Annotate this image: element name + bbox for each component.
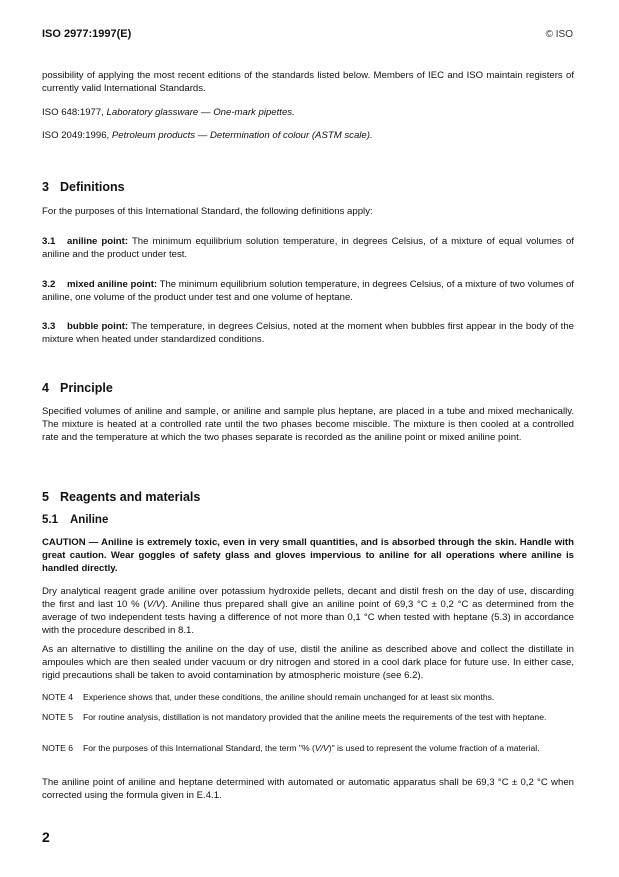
definition-text: The temperature, in degrees Celsius, noted at the moment when bubbles first appear in the body of the mixture when heated under standardized conditions.: [42, 321, 575, 345]
definition-term: aniline point:: [67, 236, 129, 247]
caution-statement: CAUTION — Aniline is extremely toxic, even in very small quantities, and is absorbed through the skin. Handle with great caution. Wear goggles of safety glass and gloves impervious to aniline for all operations where aniline is handled directly.: [42, 537, 574, 574]
note-text: Experience shows that, under these conditions, the aniline should remain unchanged for at least six months.: [83, 692, 495, 702]
aniline-preparation-paragraph: [42, 585, 574, 637]
note-label: NOTE 6: [42, 743, 74, 753]
definition-text: The minimum equilibrium solution temperature, in degrees Celsius, of a mixture of two volumes of aniline, one volume of the product under test and one volume of heptane.: [42, 279, 574, 303]
definition-term: bubble point:: [67, 321, 129, 332]
section-3-heading: [42, 180, 125, 194]
definition-term: mixed aniline point:: [67, 279, 158, 290]
definition-3-1: [42, 235, 574, 261]
reference-title: Laboratory glassware — One-mark pipettes.: [106, 107, 295, 118]
reference-iso-648: [42, 106, 574, 119]
intro-paragraph: possibility of applying the most recent editions of the standards listed below. Members of IEC and ISO maintain registers of currently valid International Standards.: [42, 70, 574, 94]
page-number: 2: [42, 829, 50, 845]
subsection-title: Aniline: [70, 514, 109, 526]
section-number: 5: [42, 490, 49, 504]
definition-3-3: [42, 320, 574, 346]
section-number: 3: [42, 180, 49, 194]
section-title: Reagents and materials: [60, 490, 201, 504]
note-label: NOTE 5: [42, 712, 74, 722]
volume-ratio-term: V/V: [146, 599, 163, 610]
automated-apparatus-paragraph: The aniline point of aniline and heptane determined with automated or automatic apparatus shall be 69,3 °C ± 0,2 °C when corrected using the formula given in E.4.1.: [42, 777, 574, 801]
doc-id: ISO 2977:1997(E): [42, 28, 132, 40]
definition-3-2: [42, 278, 574, 304]
definition-number: 3.3: [42, 321, 56, 332]
section-4-heading: [42, 381, 113, 395]
note-text: For the purposes of this International Standard, the term "% (: [83, 743, 315, 753]
subsection-5-1-heading: [42, 514, 108, 526]
reference-number: ISO 648:1977,: [42, 107, 104, 118]
volume-ratio-term: V/V: [314, 743, 329, 753]
note-5: [42, 712, 574, 724]
section-title: Principle: [60, 381, 113, 395]
note-text: For routine analysis, distillation is not mandatory provided that the aniline meets the requirements of the test with heptane.: [83, 712, 547, 722]
subsection-number: 5.1: [42, 514, 58, 526]
section-title: Definitions: [60, 180, 125, 194]
definitions-intro: For the purposes of this International Standard, the following definitions apply:: [42, 206, 373, 217]
note-text: )" is used to represent the volume fraction of a material.: [328, 743, 540, 753]
paragraph-text: Dry analytical reagent grade aniline over potassium hydroxide pellets, decant and distil fresh on the day of use, discarding the first and last 10 % (: [42, 586, 574, 610]
definition-text: The minimum equilibrium solution temperature, in degrees Celsius, of a mixture of equal volumes of aniline and the product under test.: [42, 236, 574, 260]
section-5-heading: [42, 490, 200, 504]
reference-title: Petroleum products — Determination of colour (ASTM scale).: [111, 130, 373, 141]
note-4: [42, 692, 574, 704]
aniline-storage-paragraph: As an alternative to distilling the aniline on the day of use, distil the aniline as described above and collect the distillate in ampoules which are then sealed under vacuum or dry nitrogen and stored in a cool dark place for future use. In either case, rigid precautions shall be taken to avoid contamination by atmospheric moisture (see 6.2).: [42, 644, 574, 681]
paragraph-text: ). Aniline thus prepared shall give an aniline point of 69,3 °C ± 0,2 °C as determined from the average of two independent tests having a difference of not more than 0,1 °C when tested with heptane (5.3) in accordance with the procedure described in 8.1.: [42, 599, 574, 636]
reference-number: ISO 2049:1996,: [42, 130, 110, 141]
note-6: [42, 743, 574, 755]
reference-iso-2049: [42, 129, 574, 142]
section-number: 4: [42, 381, 49, 395]
copyright-mark: © ISO: [545, 29, 573, 40]
principle-paragraph: Specified volumes of aniline and sample, or aniline and sample plus heptane, are placed in a tube and mixed mechanically. The mixture is heated at a controlled rate until the two phases become miscible. The mixture is then cooled at a controlled rate and the temperature at which the two phases separate is recorded as the aniline point or mixed aniline point.: [42, 406, 574, 443]
note-label: NOTE 4: [42, 692, 74, 702]
definition-number: 3.1: [42, 236, 56, 247]
definition-number: 3.2: [42, 279, 56, 290]
